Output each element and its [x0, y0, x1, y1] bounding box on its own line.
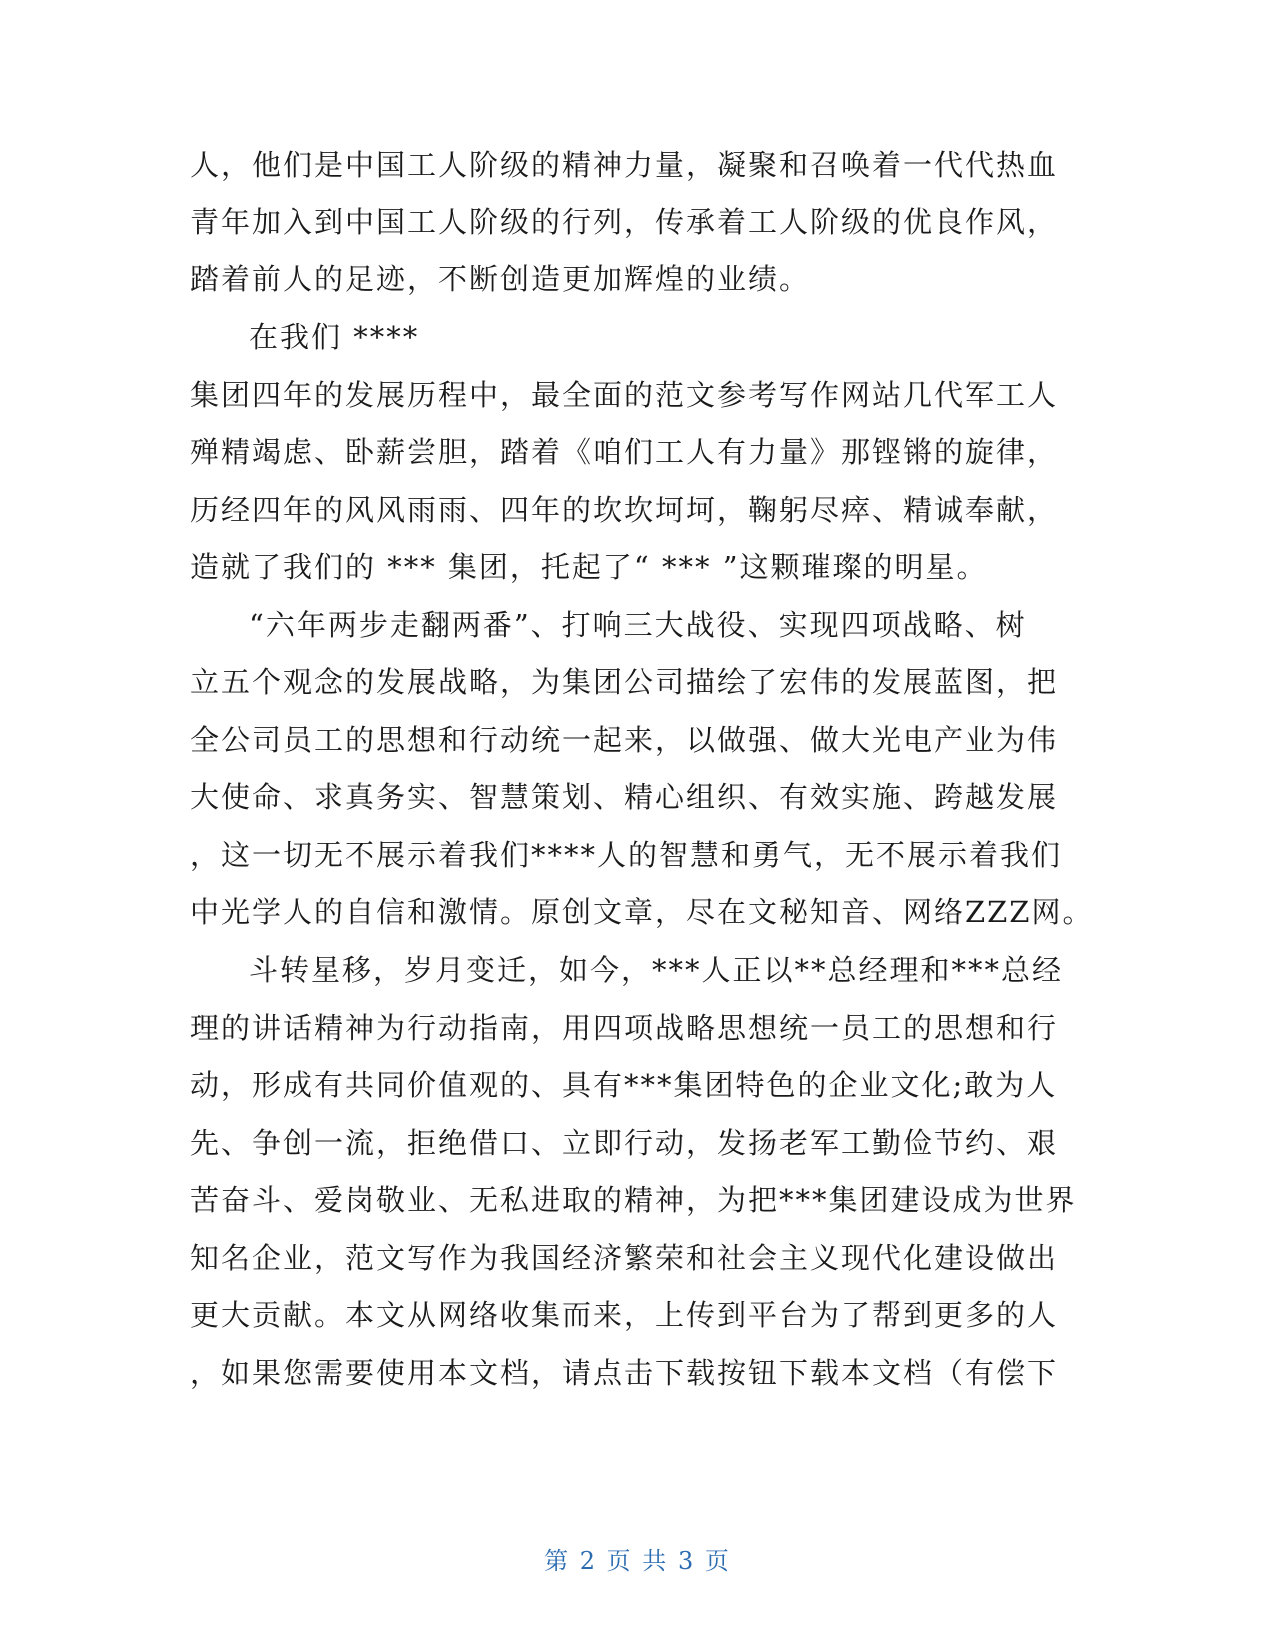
text-line: 踏着前人的足迹，不断创造更加辉煌的业绩。 [190, 262, 811, 296]
footer-suffix: 页 [704, 1547, 731, 1575]
paragraph-start-line: 在我们 **** [249, 320, 420, 354]
text-line: 中光学人的自信和激情。原创文章，尽在文秘知音、网络ZZZ网。 [190, 895, 1094, 929]
paragraph-start-line: “六年两步走翻两番”、打响三大战役、实现四项战略、树 [249, 608, 1027, 642]
text-line: 造就了我们的 *** 集团，托起了“ *** ”这颗璀璨的明星。 [190, 550, 988, 584]
text-line: 人，他们是中国工人阶级的精神力量，凝聚和召唤着一代代热血 [190, 148, 1059, 182]
text-line: 全公司员工的思想和行动统一起来，以做强、做大光电产业为伟 [190, 723, 1059, 757]
current-page-number: 2 [579, 1547, 598, 1575]
text-line: 大使命、求真务实、智慧策划、精心组织、有效实施、跨越发展 [190, 780, 1059, 814]
page-footer [0, 1546, 1275, 1576]
footer-prefix: 第 [544, 1547, 571, 1575]
text-line: 理的讲话精神为行动指南，用四项战略思想统一员工的思想和行 [190, 1011, 1059, 1045]
text-line: ，这一切无不展示着我们****人的智慧和勇气，无不展示着我们 [190, 838, 1063, 872]
text-line: 更大贡献。本文从网络收集而来，上传到平台为了帮到更多的人 [190, 1298, 1059, 1332]
text-line: ，如果您需要使用本文档，请点击下载按钮下载本文档（有偿下 [190, 1356, 1059, 1390]
text-line: 苦奋斗、爱岗敬业、无私进取的精神，为把***集团建设成为世界 [190, 1183, 1077, 1217]
paragraph-start-line: 斗转星移，岁月变迁，如今，***人正以**总经理和***总经 [249, 953, 1064, 987]
text-line: 先、争创一流，拒绝借口、立即行动，发扬老军工勤俭节约、艰 [190, 1126, 1059, 1160]
text-line: 青年加入到中国工人阶级的行列，传承着工人阶级的优良作风， [190, 205, 1059, 239]
text-line: 知名企业，范文写作为我国经济繁荣和社会主义现代化建设做出 [190, 1241, 1059, 1275]
text-line: 集团四年的发展历程中，最全面的范文参考写作网站几代军工人 [190, 378, 1059, 412]
text-line: 动，形成有共同价值观的、具有***集团特色的企业文化;敢为人 [190, 1068, 1058, 1102]
text-line: 立五个观念的发展战略，为集团公司描绘了宏伟的发展蓝图，把 [190, 665, 1059, 699]
text-line: 殚精竭虑、卧薪尝胆，踏着《咱们工人有力量》那铿锵的旋律， [190, 435, 1059, 469]
total-pages-number: 3 [677, 1547, 696, 1575]
text-line: 历经四年的风风雨雨、四年的坎坎坷坷，鞠躬尽瘁、精诚奉献， [190, 493, 1059, 527]
footer-middle: 页 共 [606, 1547, 669, 1575]
